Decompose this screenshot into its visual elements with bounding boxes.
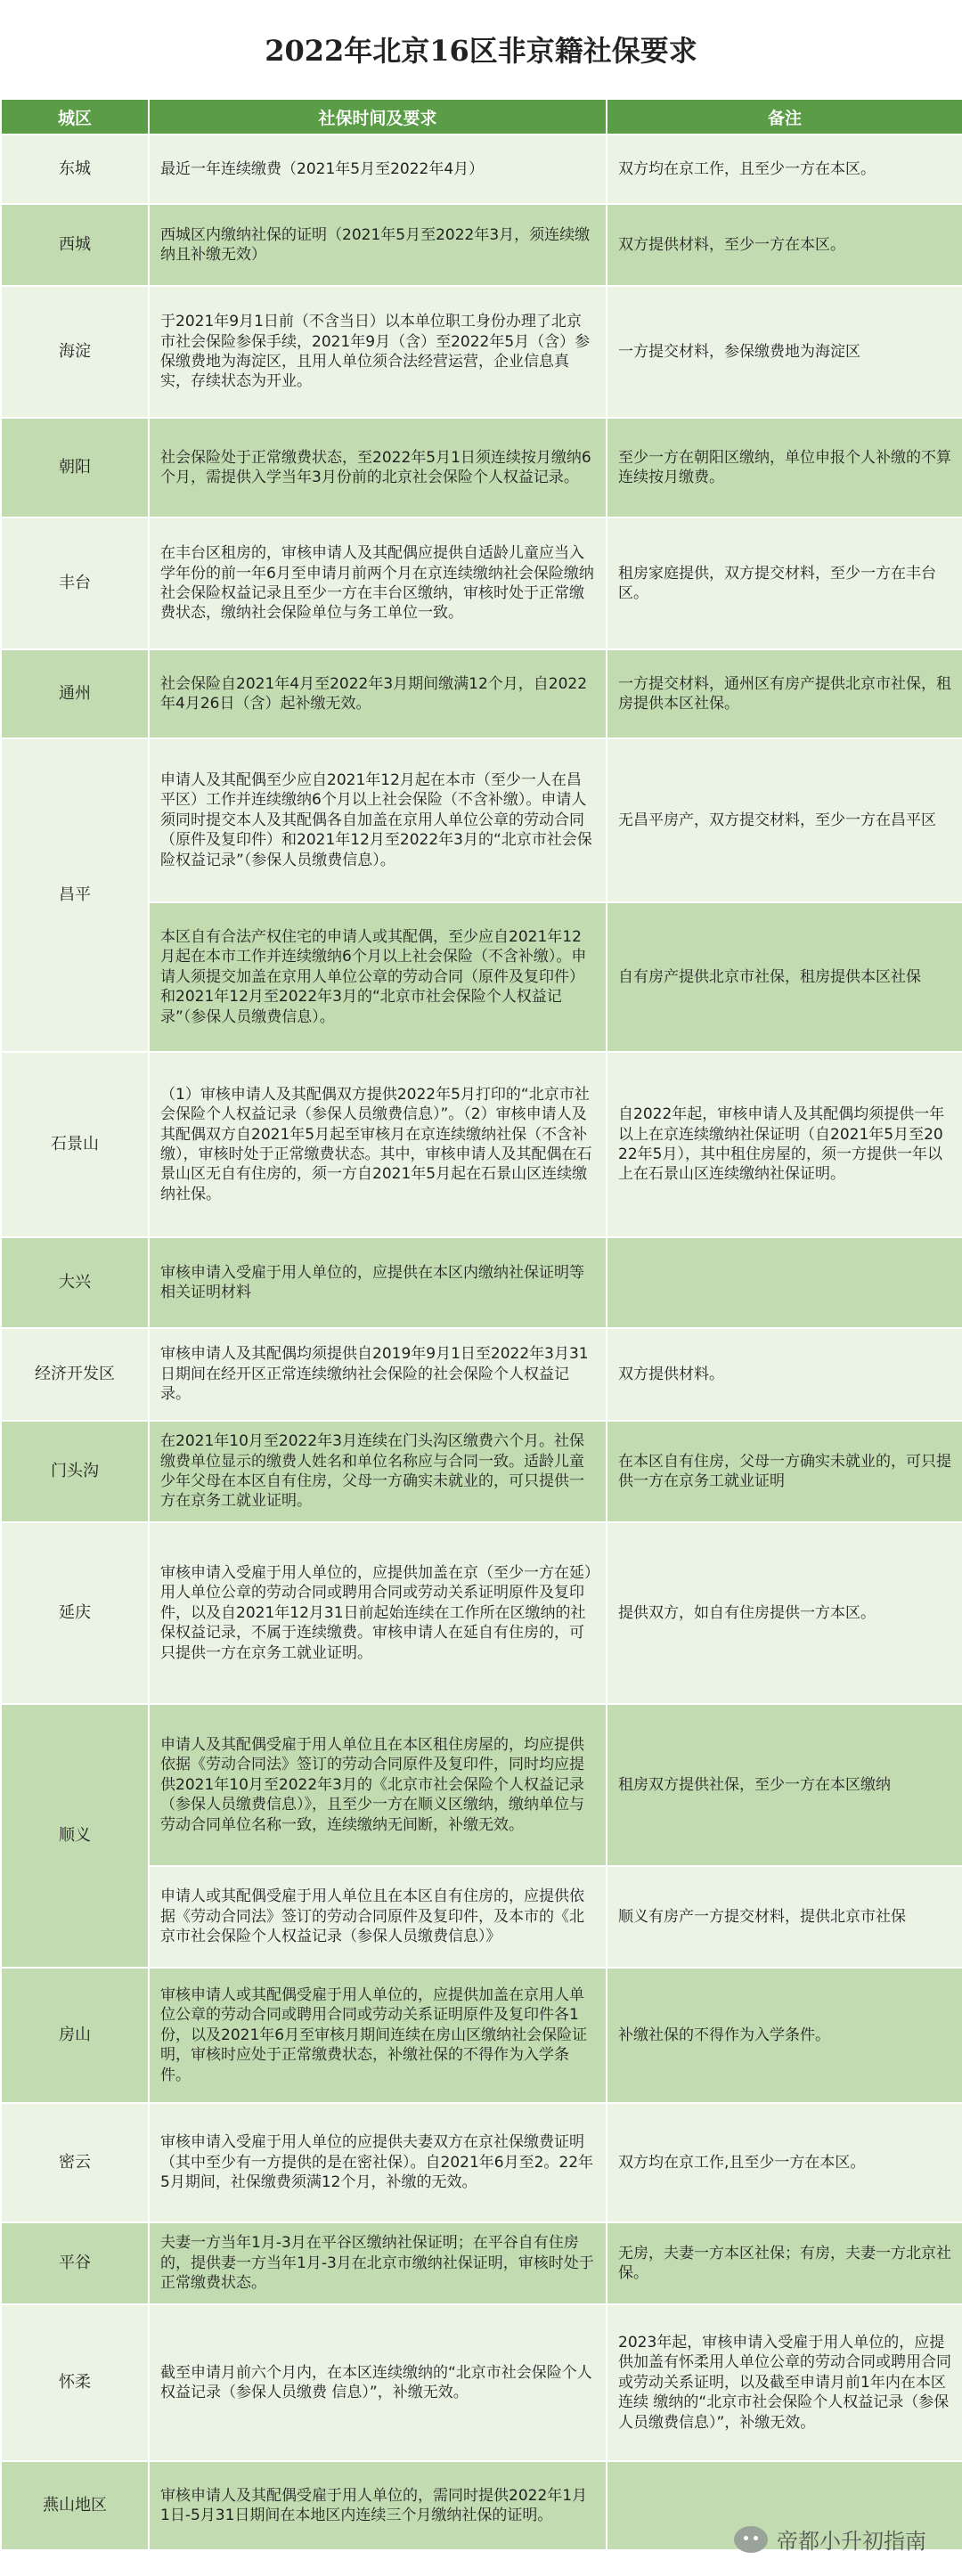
- requirement-cell: 社会保险处于正常缴费状态，至2022年5月1日须连续按月缴纳6个月，需提供入学当年3月份前的北京社会保险个人权益记录。: [149, 418, 607, 518]
- requirement-cell: 西城区内缴纳社保的证明（2021年5月至2022年3月，须连续缴纳且补缴无效）: [149, 204, 607, 286]
- note-cell: 2023年起，审核申请入受雇于用人单位的，应提供加盖有怀柔用人单位公章的劳动合同或聘用合同或劳动关系证明，以及截至申请月前1年内在本区连续 缴纳的“北京市社会保险个人权益记录（参保人员缴费信息）”，补缴无效。: [607, 2304, 962, 2461]
- table-row: [1, 286, 962, 418]
- header-requirement: 社保时间及要求: [149, 99, 607, 135]
- note-cell: [607, 1237, 962, 1328]
- requirement-cell: 申请人及其配偶受雇于用人单位且在本区租住房屋的，均应提供依据《劳动合同法》签订的劳动合同原件及复印件，同时均应提供2021年10月至2022年3月的《北京市社会保险个人权益记录（参保人员缴费信息）》，且至少一方在顺义区缴纳，缴纳单位与劳动合同单位名称一致，连续缴纳无间断，补缴无效。: [149, 1704, 607, 1866]
- watermark: [734, 2523, 926, 2555]
- table-row: [1, 738, 962, 902]
- requirement-cell: 最近一年连续缴费（2021年5月至2022年4月）: [149, 135, 607, 204]
- table-row: [1, 1237, 962, 1328]
- note-cell: 双方均在京工作，且至少一方在本区。: [607, 135, 962, 204]
- requirement-cell: 于2021年9月1日前（不含当日）以本单位职工身份办理了北京市社会保险参保手续，2021年9月（含）至2022年5月（含）参保缴费地为海淀区，且用人单位须合法经营运营，企业信息真实，存续状态为开业。: [149, 286, 607, 418]
- table-row: [1, 1522, 962, 1704]
- note-cell: 租房双方提供社保，至少一方在本区缴纳: [607, 1704, 962, 1866]
- district-cell: 燕山地区: [1, 2461, 149, 2550]
- note-cell: 至少一方在朝阳区缴纳，单位申报个人补缴的不算连续按月缴费。: [607, 418, 962, 518]
- requirement-cell: 审核申请入受雇于用人单位的应提供夫妻双方在京社保缴费证明（其中至少有一方提供的是在密社保）。自2021年6月至2。22年5月期间，社保缴费须满12个月，补缴的无效。: [149, 2103, 607, 2222]
- table-row: [1, 2103, 962, 2222]
- district-cell: 东城: [1, 135, 149, 204]
- note-cell: 双方均在京工作,且至少一方在本区。: [607, 2103, 962, 2222]
- requirement-cell: （1）审核申请人及其配偶双方提供2022年5月打印的“北京市社会保险个人权益记录（参保人员缴费信息）”。（2）审核申请人及其配偶双方自2021年5月起至审核月在京连续缴纳社保（不含补缴），审核时处于正常缴费状态。其中，审核申请人及其配偶在石景山区无自有住房的，须一方自2021年5月起在石景山区连续缴纳社保。: [149, 1052, 607, 1237]
- district-cell: 朝阳: [1, 418, 149, 518]
- note-cell: 无房，夫妻一方本区社保；有房，夫妻一方北京社保。: [607, 2222, 962, 2304]
- requirement-cell: 申请人或其配偶受雇于用人单位且在本区自有住房的，应提供依据《劳动合同法》签订的劳动合同原件及复印件，及本市的《北京市社会保险个人权益记录（参保人员缴费信息）》: [149, 1866, 607, 1968]
- requirement-cell: 社会保险自2021年4月至2022年3月期间缴满12个月，自2022年4月26日（含）起补缴无效。: [149, 649, 607, 738]
- district-cell: 平谷: [1, 2222, 149, 2304]
- requirements-table: [0, 98, 962, 2551]
- header-note: 备注: [607, 99, 962, 135]
- requirement-cell: 审核申请人及其配偶均须提供自2019年9月1日至2022年3月31日期间在经开区正常连续缴纳社会保险的社会保险个人权益记录。: [149, 1328, 607, 1421]
- requirement-cell: 审核申请入受雇于用人单位的，应提供加盖在京（至少一方在延）用人单位公章的劳动合同或聘用合同或劳动关系证明原件及复印件，以及自2021年12月31日前起始连续在工作所在区缴纳的社保权益记录，不属于连续缴费。审核申请人在延自有住房的，可只提供一方在京务工就业证明。: [149, 1522, 607, 1704]
- requirement-cell: 审核申请人或其配偶受雇于用人单位的，应提供加盖在京用人单位公章的劳动合同或聘用合同或劳动关系证明原件及复印件各1份，以及2021年6月至审核月期间连续在房山区缴纳社会保险证明，审核时应处于正常缴费状态，补缴社保的不得作为入学条件。: [149, 1968, 607, 2103]
- page-title: 2022年北京16区非京籍社保要求: [0, 0, 962, 98]
- requirement-cell: 审核申请人及其配偶受雇于用人单位的，需同时提供2022年1月1日-5月31日期间在本地区内连续三个月缴纳社保的证明。: [149, 2461, 607, 2550]
- table-row: [1, 1421, 962, 1522]
- table-row: [1, 418, 962, 518]
- district-cell: 延庆: [1, 1522, 149, 1704]
- note-cell: 在本区自有住房，父母一方确实未就业的，可只提供一方在京务工就业证明: [607, 1421, 962, 1522]
- table-row: [1, 135, 962, 204]
- requirement-cell: 在2021年10月至2022年3月连续在门头沟区缴费六个月。社保缴费单位显示的缴费人姓名和单位名称应与合同一致。适龄儿童少年父母在本区自有住房，父母一方确实未就业的，可只提供一方在京务工就业证明。: [149, 1421, 607, 1522]
- district-cell: 通州: [1, 649, 149, 738]
- district-cell: 昌平: [1, 738, 149, 1052]
- table-row: [1, 1328, 962, 1421]
- table-row: [1, 1704, 962, 1866]
- table-row: [1, 2304, 962, 2461]
- note-cell: 租房家庭提供，双方提交材料，至少一方在丰台区。: [607, 518, 962, 649]
- note-cell: 一方提交材料，参保缴费地为海淀区: [607, 286, 962, 418]
- note-cell: 双方提供材料，至少一方在本区。: [607, 204, 962, 286]
- district-cell: 石景山: [1, 1052, 149, 1237]
- requirement-cell: 在丰台区租房的，审核申请人及其配偶应提供自适龄儿童应当入学年份的前一年6月至申请月前两个月在京连续缴纳社会保险缴纳社会保险权益记录且至少一方在丰台区缴纳，审核时处于正常缴费状态，缴纳社会保险单位与务工单位一致。: [149, 518, 607, 649]
- district-cell: 丰台: [1, 518, 149, 649]
- requirement-cell: 夫妻一方当年1月-3月在平谷区缴纳社保证明；在平谷自有住房的，提供妻一方当年1月-3月在北京市缴纳社保证明，审核时处于正常缴费状态。: [149, 2222, 607, 2304]
- district-cell: 西城: [1, 204, 149, 286]
- district-cell: 海淀: [1, 286, 149, 418]
- note-cell: 自有房产提供北京市社保，租房提供本区社保: [607, 902, 962, 1052]
- wechat-icon: [734, 2526, 768, 2553]
- district-cell: 房山: [1, 1968, 149, 2103]
- table-row: [1, 518, 962, 649]
- requirement-cell: 审核申请入受雇于用人单位的，应提供在本区内缴纳社保证明等相关证明材料: [149, 1237, 607, 1328]
- note-cell: 补缴社保的不得作为入学条件。: [607, 1968, 962, 2103]
- requirement-cell: 申请人及其配偶至少应自2021年12月起在本市（至少一人在昌平区）工作并连续缴纳6个月以上社会保险（不含补缴）。申请人须同时提交本人及其配偶各自加盖在京用人单位公章的劳动合同（原件及复印件）和2021年12月至2022年3月的“北京市社会保险权益记录”（参保人员缴费信息）。: [149, 738, 607, 902]
- table-row: [1, 1968, 962, 2103]
- table-row: [1, 204, 962, 286]
- requirement-cell: 本区自有合法产权住宅的申请人或其配偶，至少应自2021年12月起在本市工作并连续缴纳6个月以上社会保险（不含补缴）。申请人须提交加盖在京用人单位公章的劳动合同（原件及复印件）和2021年12月至2022年3月的“北京市社会保险个人权益记录”（参保人员缴费信息）。: [149, 902, 607, 1052]
- note-cell: 自2022年起，审核申请人及其配偶均须提供一年以上在京连续缴纳社保证明（自2021年5月至2022年5月），其中租住房屋的，须一方提供一年以上在石景山区连续缴纳社保证明。: [607, 1052, 962, 1237]
- district-cell: 经济开发区: [1, 1328, 149, 1421]
- district-cell: 怀柔: [1, 2304, 149, 2461]
- district-cell: 门头沟: [1, 1421, 149, 1522]
- note-cell: 双方提供材料。: [607, 1328, 962, 1421]
- district-cell: 顺义: [1, 1704, 149, 1968]
- note-cell: 无昌平房产，双方提交材料，至少一方在昌平区: [607, 738, 962, 902]
- note-cell: 提供双方，如自有住房提供一方本区。: [607, 1522, 962, 1704]
- table-row: [1, 1052, 962, 1237]
- watermark-text: 帝都小升初指南: [777, 2529, 926, 2554]
- table-row: [1, 649, 962, 738]
- table-header-row: [1, 99, 962, 135]
- district-cell: 密云: [1, 2103, 149, 2222]
- table-row: [1, 2222, 962, 2304]
- note-cell: 顺义有房产一方提交材料，提供北京市社保: [607, 1866, 962, 1968]
- requirement-cell: 截至申请月前六个月内，在本区连续缴纳的“北京市社会保险个人权益记录（参保人员缴费 信息）”，补缴无效。: [149, 2304, 607, 2461]
- note-cell: 一方提交材料，通州区有房产提供北京市社保，租房提供本区社保。: [607, 649, 962, 738]
- district-cell: 大兴: [1, 1237, 149, 1328]
- header-district: 城区: [1, 99, 149, 135]
